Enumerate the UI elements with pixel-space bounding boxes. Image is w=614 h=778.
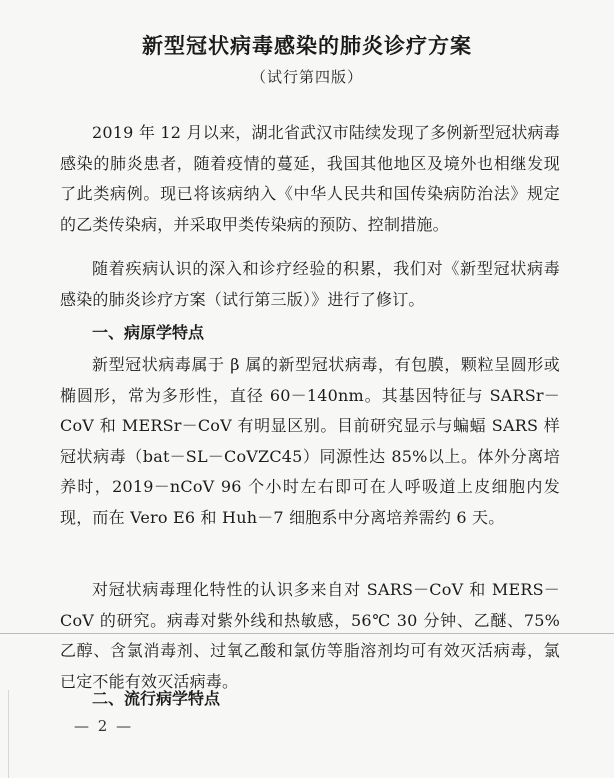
section-heading-pathogen: 一、病原学特点 — [92, 323, 205, 342]
intro-paragraph-1: 2019 年 12 月以来，湖北省武汉市陆续发现了多例新型冠状病毒感染的肺炎患者，随着疫情的蔓延，我国其他地区及境外也相继发现了此类病例。现已将该病纳入《中华人民共和国传染病防治法》规定的乙类传染病，并采取甲类传染病的预防、控制措施。 — [60, 123, 560, 234]
document-subtitle: （试行第四版） — [250, 68, 363, 86]
pathogen-paragraph-1: 新型冠状病毒属于 β 属的新型冠状病毒，有包膜，颗粒呈圆形或椭圆形，常为多形性，直径 60－140nm。其基因特征与 SARSr－CoV 和 MERSr－CoV 有明显区别。目前研究显示与蝙蝠 SARS 样冠状病毒（bat－SL－CoVZC45）同源性达 85%以上。体外分离培养时，2019－nCoV 96 个小时左右即可在人呼吸道上皮细胞内发现，而在 Vero E6 和 Huh－7 细胞系中分离培养需约 6 天。 — [60, 355, 560, 527]
margin-line — [0, 633, 614, 634]
document-title: 新型冠状病毒感染的肺炎诊疗方案 — [142, 33, 472, 58]
binding-edge — [8, 690, 9, 778]
intro-paragraph-2: 随着疾病认识的深入和诊疗经验的积累，我们对《新型冠状病毒感染的肺炎诊疗方案（试行第三版）》进行了修订。 — [60, 259, 560, 309]
section-heading-epidemiology: 二、流行病学特点 — [92, 689, 221, 708]
page-number: — 2 — — [74, 717, 134, 735]
pathogen-paragraph-2: 对冠状病毒理化特性的认识多来自对 SARS－CoV 和 MERS－CoV 的研究。病毒对紫外线和热敏感，56℃ 30 分钟、乙醚、75%乙醇、含氯消毒剂、过氧乙酸和氯仿等脂溶剂均可有效灭活病毒，氯已定不能有效灭活病毒。 — [60, 580, 560, 691]
